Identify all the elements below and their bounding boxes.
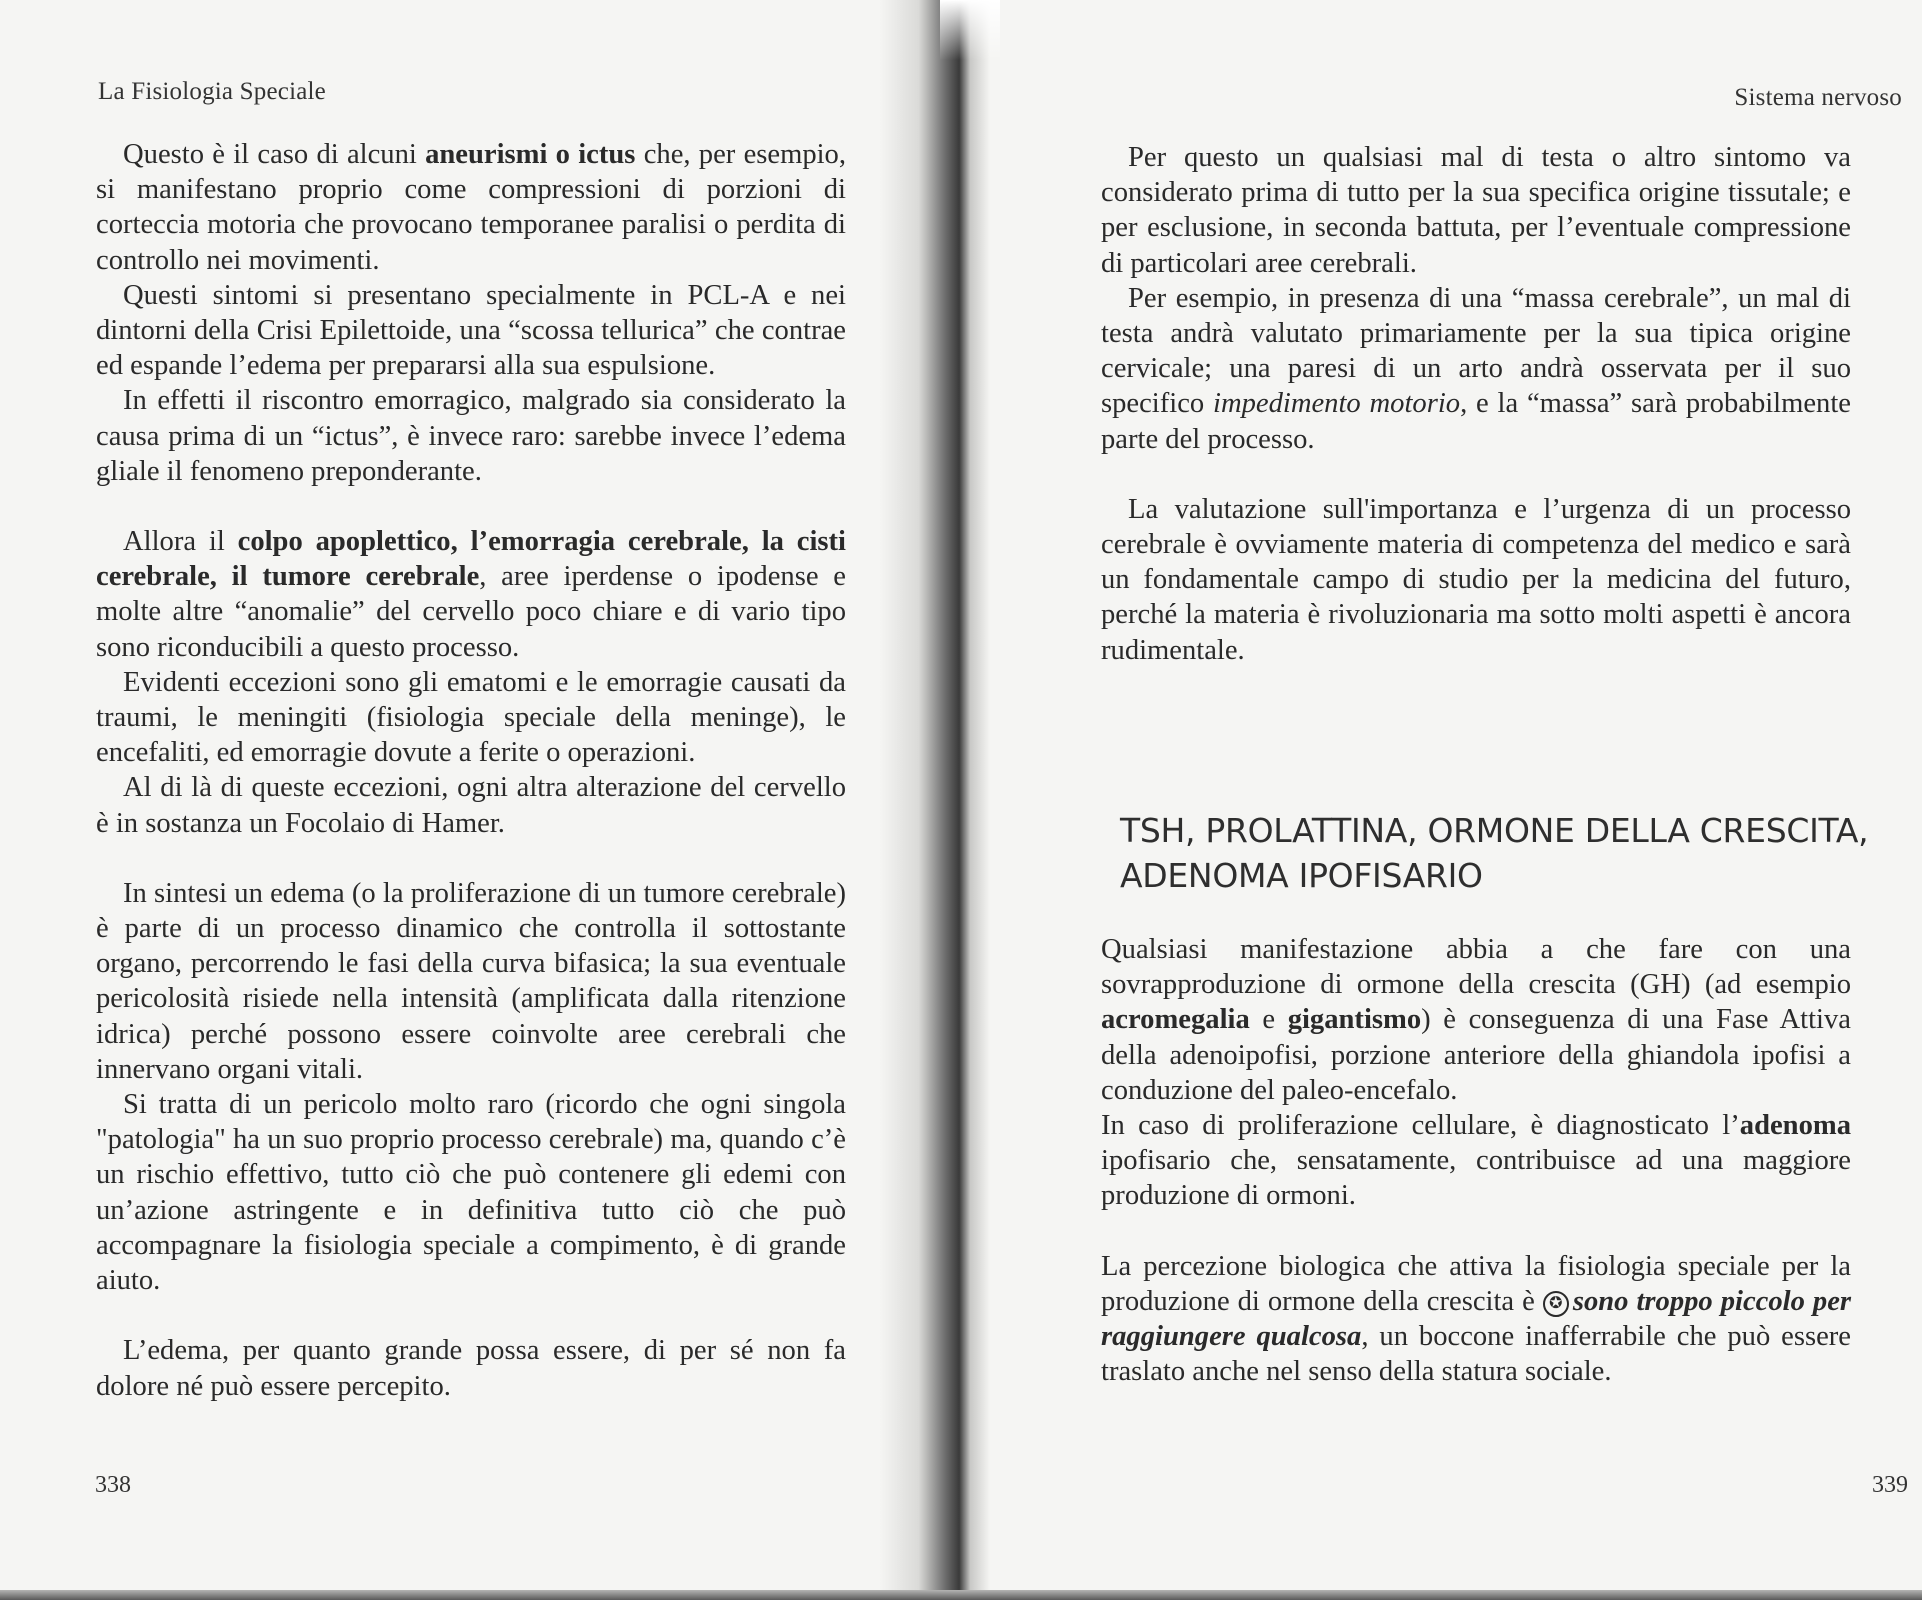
heading-line: ADENOMA IPOFISARIO bbox=[1120, 856, 1483, 895]
italic-term: impedimento motorio bbox=[1213, 388, 1461, 420]
paragraph: Evidenti eccezioni sono gli ematomi e le emorragie causati da traumi, le meningiti (fisiologia speciale della meninge), le encefaliti, ed emorragie dovute a ferite o operazioni. bbox=[96, 666, 846, 769]
paragraph bbox=[1101, 281, 1851, 457]
paragraph bbox=[96, 137, 846, 278]
page-number-left: 338 bbox=[95, 1472, 131, 1498]
page-number-right: 339 bbox=[1872, 1472, 1908, 1498]
section-heading bbox=[1120, 808, 1880, 898]
paragraph: L’edema, per quanto grande possa essere, di per sé non fa dolore né può essere percepito. bbox=[96, 1335, 846, 1402]
paragraph: La valutazione sull'importanza e l’urgenza di un processo cerebrale è ovviamente materia di competenza del medico e sarà un fondamentale campo di studio per la medicina del futuro, perché la materia è rivoluzionaria ma sotto molti aspetti è ancora rudimentale. bbox=[1101, 493, 1851, 666]
text-run: Qualsiasi manifestazione abbia a che fare con una sovrapproduzione di ormone della crescita (GH) (ad esempio bbox=[1101, 934, 1851, 1001]
text-run: che, per esempio, si manifestano proprio come compressioni di porzioni di corteccia motoria che provocano temporanee paralisi o perdita di controllo nei movimenti. bbox=[96, 139, 847, 276]
text-run: , e la “massa” sarà probabilmente parte del processo. bbox=[1101, 388, 1851, 455]
heading-line: TSH, PROLATTINA, ORMONE DELLA CRESCITA, bbox=[1120, 811, 1869, 850]
text-run: Per esempio, in presenza di una “massa cerebrale”, un mal di testa andrà valutato primariamente per la sua tipica origine cervicale; una paresi di un arto andrà osservata per il suo specifico bbox=[1101, 282, 1851, 420]
paragraph: Al di là di queste eccezioni, ogni altra alterazione del cervello è in sostanza un Focolaio di Hamer. bbox=[96, 772, 846, 839]
paragraph bbox=[1101, 932, 1851, 1108]
bold-term: adenoma bbox=[1739, 1110, 1851, 1142]
right-text-block-1 bbox=[1101, 140, 1851, 668]
paragraph: In sintesi un edema (o la proliferazione di un tumore cerebrale) è parte di un processo dinamico che controlla il sottostante organo, percorrendo le fasi della curva bifasica; la sua eventuale pericolosità risiede nella intensità (amplificata dalla ritenzione idrica) perché possono essere coinvolte aree cerebrali che innervano organi vitali. bbox=[96, 877, 846, 1085]
paragraph bbox=[96, 524, 846, 665]
bold-term: acromegalia bbox=[1101, 1004, 1250, 1036]
paragraph: Si tratta di un pericolo molto raro (ricordo che ogni singola "patologia" ha un suo proprio processo cerebrale) ma, quando c’è un rischio effettivo, tutto ciò che può contenere gli edemi con un’azione astringente e in definitiva tutto ciò che può accompagnare la fisiologia speciale a compimento, è di grande aiuto. bbox=[96, 1089, 846, 1297]
running-head-right: Sistema nervoso bbox=[1734, 84, 1902, 111]
paragraph: In effetti il riscontro emorragico, malgrado sia considerato la causa prima di un “ictus”, è invece raro: sarebbe invece l’edema gliale il fenomeno preponderante. bbox=[96, 385, 846, 487]
paragraph bbox=[1101, 1249, 1851, 1390]
text-run: La percezione biologica che attiva la fisiologia speciale per la produzione di ormone della crescita è bbox=[1101, 1250, 1851, 1317]
right-page bbox=[970, 0, 1922, 1592]
bold-term: aneurismi o ictus bbox=[425, 139, 636, 170]
page-bottom-edge bbox=[0, 1590, 1922, 1600]
text-run: Questo è il caso di alcuni bbox=[123, 139, 426, 170]
text-run: , un boccone inafferrabile che può essere traslato anche nel senso della statura sociale. bbox=[1101, 1321, 1852, 1388]
paragraph bbox=[1101, 1108, 1851, 1214]
book-gutter bbox=[880, 0, 990, 1592]
text-run: ) è conseguenza di una Fase Attiva della adenoipofisi, porzione anteriore della ghiandola ipofisi a conduzione del paleo-encefalo. bbox=[1101, 1004, 1851, 1106]
left-text-block-1 bbox=[96, 137, 846, 1404]
running-head-left: La Fisiologia Speciale bbox=[98, 78, 326, 105]
bold-italic-term: sono troppo piccolo per raggiungere qualcosa bbox=[1101, 1285, 1852, 1353]
bold-term: gigantismo bbox=[1287, 1004, 1422, 1036]
gutter-highlight bbox=[940, 0, 1000, 60]
text-run: Allora il bbox=[123, 526, 238, 558]
text-run: e bbox=[1249, 1004, 1288, 1036]
bold-term: colpo apoplettico, l’emorragia cerebrale, la cisti cerebrale, il tumore cerebrale bbox=[96, 526, 847, 593]
circled-star-icon: ✪ bbox=[1543, 1291, 1569, 1317]
right-text-block-2 bbox=[1101, 932, 1851, 1389]
text-run: , aree iperdense o ipodense e molte altre “anomalie” del cervello poco chiare e di vario tipo sono riconducibili a questo processo. bbox=[96, 561, 846, 663]
text-run: In caso di proliferazione cellulare, è diagnosticato l’ bbox=[1101, 1110, 1740, 1142]
paragraph: Per questo un qualsiasi mal di testa o altro sintomo va considerato prima di tutto per la sua specifica origine tissutale; e per esclusione, in seconda battuta, per l’eventuale compressione di particolari aree cerebrali. bbox=[1101, 142, 1851, 279]
text-run: ipofisario che, sensatamente, contribuisce ad una maggiore produzione di ormoni. bbox=[1101, 1145, 1851, 1212]
left-page bbox=[0, 0, 930, 1592]
paragraph: Questi sintomi si presentano specialmente in PCL-A e nei dintorni della Crisi Epilettoide, una “scossa tellurica” che contrae ed espande l’edema per prepararsi alla sua espulsione. bbox=[96, 279, 846, 382]
